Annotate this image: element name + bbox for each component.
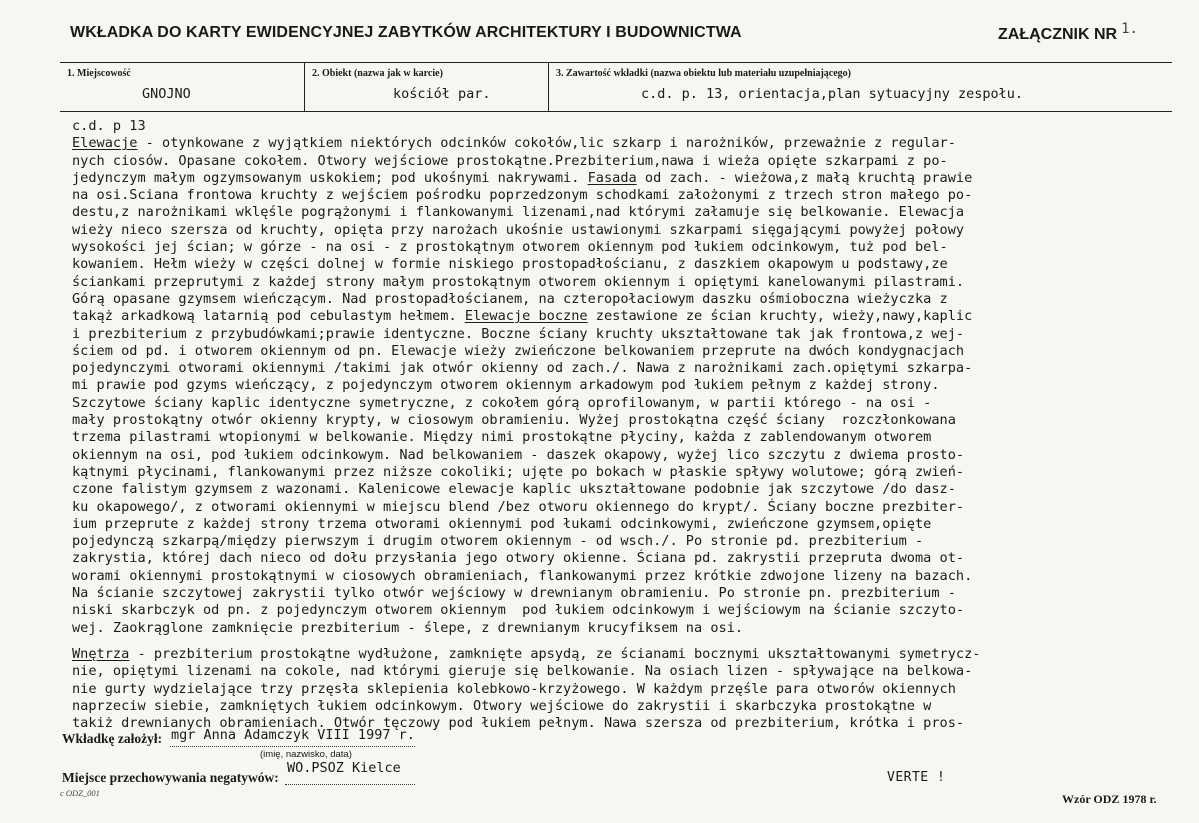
heading-interiors: Wnętrza — [72, 645, 130, 662]
negatives-storage-value: WO.PSOZ Kielce — [287, 760, 401, 776]
elevations-line1: - otynkowane z wyjątkiem niektórych odcinków cokołów,lic szkarp i narożników, przeważnie z regular- — [137, 135, 956, 152]
object-value: kościół par. — [393, 86, 491, 102]
object-label: 2. Obiekt (nazwa jak w karcie) — [312, 68, 443, 79]
paragraph-elevations — [72, 135, 1170, 637]
header-fields-row — [60, 62, 1172, 112]
negatives-storage-label: Miejsce przechowywania negatywów: — [62, 770, 279, 785]
content-label: 3. Zawartość wkładki (nazwa obiektu lub materiału uzupełniającego) — [556, 68, 852, 79]
content-field — [548, 63, 1173, 111]
locality-value: GNOJNO — [142, 86, 191, 102]
annex-label: ZAŁĄCZNIK NR — [998, 26, 1118, 43]
heading-facade: Fasada — [587, 169, 637, 186]
heading-side-elevations: Elewacje boczne — [464, 308, 588, 325]
locality-field — [60, 63, 303, 111]
heading-elevations: Elewacje — [72, 135, 138, 152]
annex-number: 1. — [1121, 21, 1138, 37]
elevations-text-a: nych ciosów. Opasane cokołem. Otwory wejściowe prostokątne.Prezbiterium,nawa i wieża opięte szkarpami z po- jedynczym małym ogzymsowanym uskokiem; pod ukośnymi nakrywami. — [72, 152, 948, 186]
object-field — [304, 63, 548, 111]
negatives-storage-dotted-line — [285, 784, 415, 785]
created-by-dotted-line — [170, 746, 415, 747]
elevations-text-b: od zach. - wieżowa,z małą kruchtą prawie na osi.Sciana frontowa kruchty z wejściem pośrodku poprzedzonym schodkami założonymi z trzech stron małego po- destu,z narożnikami wklęśle pogrążonymi i flankowanymi lizenami,nad którymi załamuje się belkowanie. Elewacja wieży nieco szersza od kruchty, opięta przy narożach ukośnie ustawionymi szkarpami sięgającymi powyżej połowy wysokości jej ścian; w górze - na osi - z prostokątnym otworem okiennym pod łukiem odcinkowym, tuż pod bel- kowaniem. Hełm wieży w części dolnej w formie niskiego prostopadłościanu, z daszkiem okapowym u podstawy,ze ściankami przeprutymi z każdej strony małym prostokątnym otworem okiennym i opiętymi kanelowanymi pilastrami. Górą opasane gzymsem wieńczącym. Nad prostopadłościanem, na czteropołaciowym daszku ośmioboczna wieżyczka z takąż arkadkową latarnią pod cebulastym hełmem. — [72, 169, 973, 325]
form-code: c ODZ_001 — [60, 788, 100, 798]
interiors-text: - prezbiterium prostokątne wydłużone, zamknięte apsydą, ze ścianami bocznymi ukształtowanymi symetrycz- nie, opiętymi lizenami na cokole, nad którymi gieruje się belkowanie. Na osiach lizen - spływające na belkowa- nie gurty wydzielające trzy przęsła sklepienia kolebkowo-krzyżowego. W każdym przęśle para otworów okiennych naprzeciw siebie, zamkniętych łukiem odcinkowym. Otwory wejściowe do zakrystii i skarbczyka prostokątne w takiż drewnianych obramieniach. Otwór tęczowy pod łukiem pełnym. Nawa szersza od prezbiterium, krótka i pros- — [72, 645, 981, 732]
locality-label: 1. Miejscowość — [67, 68, 131, 79]
created-by-value: mgr Anna Adamczyk VIII 1997 r. — [171, 727, 415, 743]
created-by-hint: (imię, nazwisko, data) — [260, 749, 352, 760]
continuation-note: c.d. p 13 — [72, 118, 146, 134]
document-title: WKŁADKA DO KARTY EWIDENCYJNEJ ZABYTKÓW ARCHITEKTURY I BUDOWNICTWA — [70, 24, 742, 41]
created-by-label: Wkładkę założył: — [62, 731, 163, 746]
form-model: Wzór ODZ 1978 r. — [1062, 792, 1157, 806]
annex-label-group — [998, 21, 1138, 44]
paragraph-interiors — [72, 646, 1170, 732]
elevations-text-c: zestawione ze ścian kruchty, wieży,nawy,kaplic i prezbiterium z przybudówkami;prawie identyczne. Boczne ściany kruchty ukształtowane tak jak frontowa,z wej- ściem od pd. i otworem okiennym od pn. Elewacje wieży zwieńczone belkowaniem przeprute na dwóch kondygnacjach pojedynczymi otworami okiennymi /takimi jak otwór okienny od zach./. Nawa z narożnikami zach.opiętymi szkarpa- mi prawie pod gzyms wieńczący, z pojedynczym otworem okiennym arkadowym pod łukiem pełnym z każdej strony. Szczytowe ściany kaplic identyczne symetryczne, z cokołem górą oprofilowanym, w partii którego - na osi - mały prostokątny otwór okienny krypty, w ciosowym obramieniu. Wyżej prostokątna część ściany rozczłonkowana trzema pilastrami wtopionymi w belkowanie. Między nimi prostokątne płyciny, każda z zablendowanym otworem okiennym na osi, pod łukiem odcinkowym. Nad belkowaniem - daszek okapowy, wyżej lico szczytu z dwiema prosto- kątnymi płycinami, flankowanymi przez niższe cokoliki; ujęte po bokach w płaskie spływy wolutowe; górą zwień- czone falistym gzymsem z wazonami. Kalenicowe elewacje kaplic ukształtowane podobnie jak szczytowe /do dasz- ku okapowego/, z otworami okiennymi w miejscu blend /bez otworu okiennego do krypt/. Ściany boczne prezbiter- ium przeprute z każdej strony trzema otworami okiennymi pod łukami odcinkowymi, zwieńczone gzymsem,opięte pojedynczą szkarpą/między pierwszym i drugim otworem okiennym - od wsch./. Po stronie pd. prezbiterium - zakrystia, której dach nieco od dołu przysłania jego otwory okienne. Ściana pd. zakrystii przepruta dwoma ot- worami okiennymi prostokątnymi w ciosowych obramieniach, flankowanymi przez krótkie zdwojone lizeny na bazach. Na ścianie szczytowej zakrystii tylko otwór wejściowy w drewnianym obramieniu. Po stronie pn. prezbiterium - niski skarbczyk od pn. z pojedynczym otworem okiennym pod łukiem odcinkowym i wejściowym na ścianie szczyto- wej. Zaokrąglone zamknięcie prezbiterium - ślepe, z drewnianym krucyfiksem na osi. — [72, 308, 973, 636]
content-value: c.d. p. 13, orientacja,plan sytuacyjny zespołu. — [641, 86, 1024, 102]
verte-note: VERTE ! — [887, 770, 946, 785]
document-body — [72, 118, 1170, 732]
